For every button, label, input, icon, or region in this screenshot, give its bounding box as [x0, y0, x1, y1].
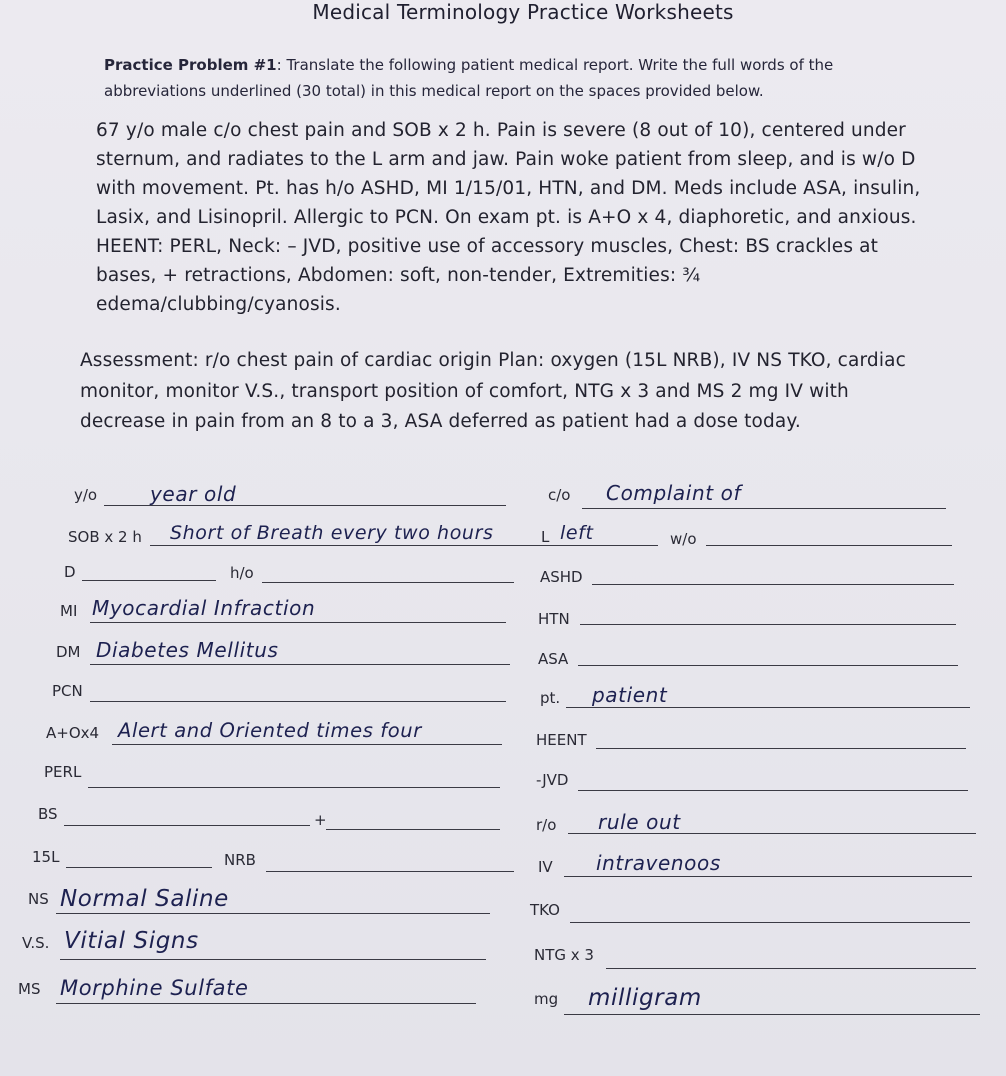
- answer-iv: intravenoos: [596, 851, 721, 875]
- label-jvd: -JVD: [536, 771, 569, 789]
- answer-line-plus[interactable]: [326, 829, 500, 830]
- assessment-plan: Assessment: r/o chest pain of cardiac origin Plan: oxygen (15L NRB), IV NS TKO, cardiac monitor, monitor V.S., transport position of comfort, NTG x 3 and MS 2 mg IV with decrease in pain from an 8 to a 3, ASA deferred as patient had a dose today.: [80, 350, 906, 432]
- answer-line-ashd[interactable]: [592, 584, 954, 585]
- answer-vs: Vitial Signs: [64, 928, 199, 954]
- patient-report: 67 y/o male c/o chest pain and SOB x 2 h. Pain is severe (8 out of 10), centered under sternum, and radiates to the L arm and jaw. Pain woke patient from sleep, and is w/o D with movement. Pt. has h/o ASHD, MI 1/15/01, HTN, and DM. Meds include ASA, insulin, Lasix, and Lisinopril. Allergic to PCN. On exam pt. is A+O x 4, diaphoretic, and anxious. HEENT: PERL, Neck: – JVD, positive use of accessory muscles, Chest: BS crackles at bases, + retractions, Abdomen: soft, non-tender, Extremities: ¾ edema/clubbing/cyanosis.: [96, 120, 921, 315]
- label-dm: DM: [56, 643, 81, 661]
- label-l: L: [541, 528, 550, 546]
- label-mg: mg: [534, 990, 559, 1008]
- answer-line-perl[interactable]: [88, 787, 500, 788]
- answer-co: Complaint of: [606, 481, 742, 505]
- answer-line-ns[interactable]: [56, 913, 490, 914]
- answer-line-tko[interactable]: [570, 922, 970, 923]
- label-asa: ASA: [538, 650, 569, 668]
- label-nrb: NRB: [224, 851, 256, 869]
- label-bs: BS: [38, 805, 58, 823]
- label-d: D: [64, 563, 76, 581]
- answer-aox4: Alert and Oriented times four: [118, 719, 422, 742]
- answer-line-mg[interactable]: [564, 1014, 980, 1015]
- answer-ms: Morphine Sulfate: [60, 976, 249, 1000]
- label-ntg: NTG x 3: [534, 946, 594, 964]
- label-15l: 15L: [32, 848, 60, 866]
- label-ms: MS: [18, 980, 41, 998]
- label-aox4: A+Ox4: [46, 724, 100, 742]
- answer-pt: patient: [592, 683, 668, 707]
- label-pt: pt.: [540, 689, 561, 707]
- label-plus: +: [314, 811, 327, 829]
- label-iv: IV: [538, 858, 553, 876]
- answer-line-bs[interactable]: [64, 825, 310, 826]
- answer-line-asa[interactable]: [578, 665, 958, 666]
- label-ns: NS: [28, 890, 49, 908]
- label-yo: y/o: [74, 486, 98, 504]
- answer-line-ntg[interactable]: [606, 968, 976, 969]
- label-ashd: ASHD: [540, 568, 583, 586]
- answer-yo: year old: [150, 482, 237, 506]
- answer-line-vs[interactable]: [60, 959, 486, 960]
- problem-heading: Practice Problem #1: [104, 56, 277, 74]
- answer-line-15l[interactable]: [66, 867, 212, 868]
- answer-line-nrb[interactable]: [266, 871, 514, 872]
- answer-line-jvd[interactable]: [578, 790, 968, 791]
- label-pcn: PCN: [52, 682, 83, 700]
- answer-line-ms[interactable]: [56, 1003, 476, 1004]
- answer-mg: milligram: [588, 985, 702, 1011]
- answer-line-pcn[interactable]: [90, 701, 506, 702]
- instructions-text: : Translate the following patient medical report. Write the full words of the abbreviations underlined (30 total) in this medical report on the spaces provided below.: [104, 56, 834, 100]
- answer-ro: rule out: [598, 810, 681, 834]
- answer-line-d[interactable]: [82, 580, 216, 581]
- label-htn: HTN: [538, 610, 570, 628]
- label-tko: TKO: [530, 901, 560, 919]
- label-sob: SOB x 2 h: [68, 528, 142, 546]
- label-co: c/o: [548, 486, 571, 504]
- label-perl: PERL: [44, 763, 82, 781]
- answer-dm: Diabetes Mellitus: [96, 638, 279, 662]
- answer-mi: Myocardial Infraction: [92, 596, 316, 620]
- label-mi: MI: [60, 602, 78, 620]
- page-title: Medical Terminology Practice Worksheets: [312, 0, 734, 24]
- label-ro: r/o: [536, 816, 557, 834]
- answer-line-heent[interactable]: [596, 748, 966, 749]
- answer-line-ho[interactable]: [262, 582, 514, 583]
- answer-line-dm[interactable]: [90, 664, 510, 665]
- label-wo: w/o: [670, 530, 697, 548]
- answer-line-sob[interactable]: [150, 545, 658, 546]
- label-ho: h/o: [230, 564, 254, 582]
- answer-line-aox4[interactable]: [112, 744, 502, 745]
- answer-l: left: [560, 522, 594, 544]
- answer-line-htn[interactable]: [580, 624, 956, 625]
- answer-line-co[interactable]: [582, 508, 946, 509]
- answer-line-pt[interactable]: [566, 707, 970, 708]
- answer-sob: Short of Breath every two hours: [170, 522, 494, 544]
- answer-line-mi[interactable]: [90, 622, 506, 623]
- answer-line-wo[interactable]: [706, 545, 952, 546]
- label-vs: V.S.: [22, 934, 50, 952]
- answer-line-iv[interactable]: [564, 876, 972, 877]
- label-heent: HEENT: [536, 731, 587, 749]
- answer-ns: Normal Saline: [60, 886, 229, 912]
